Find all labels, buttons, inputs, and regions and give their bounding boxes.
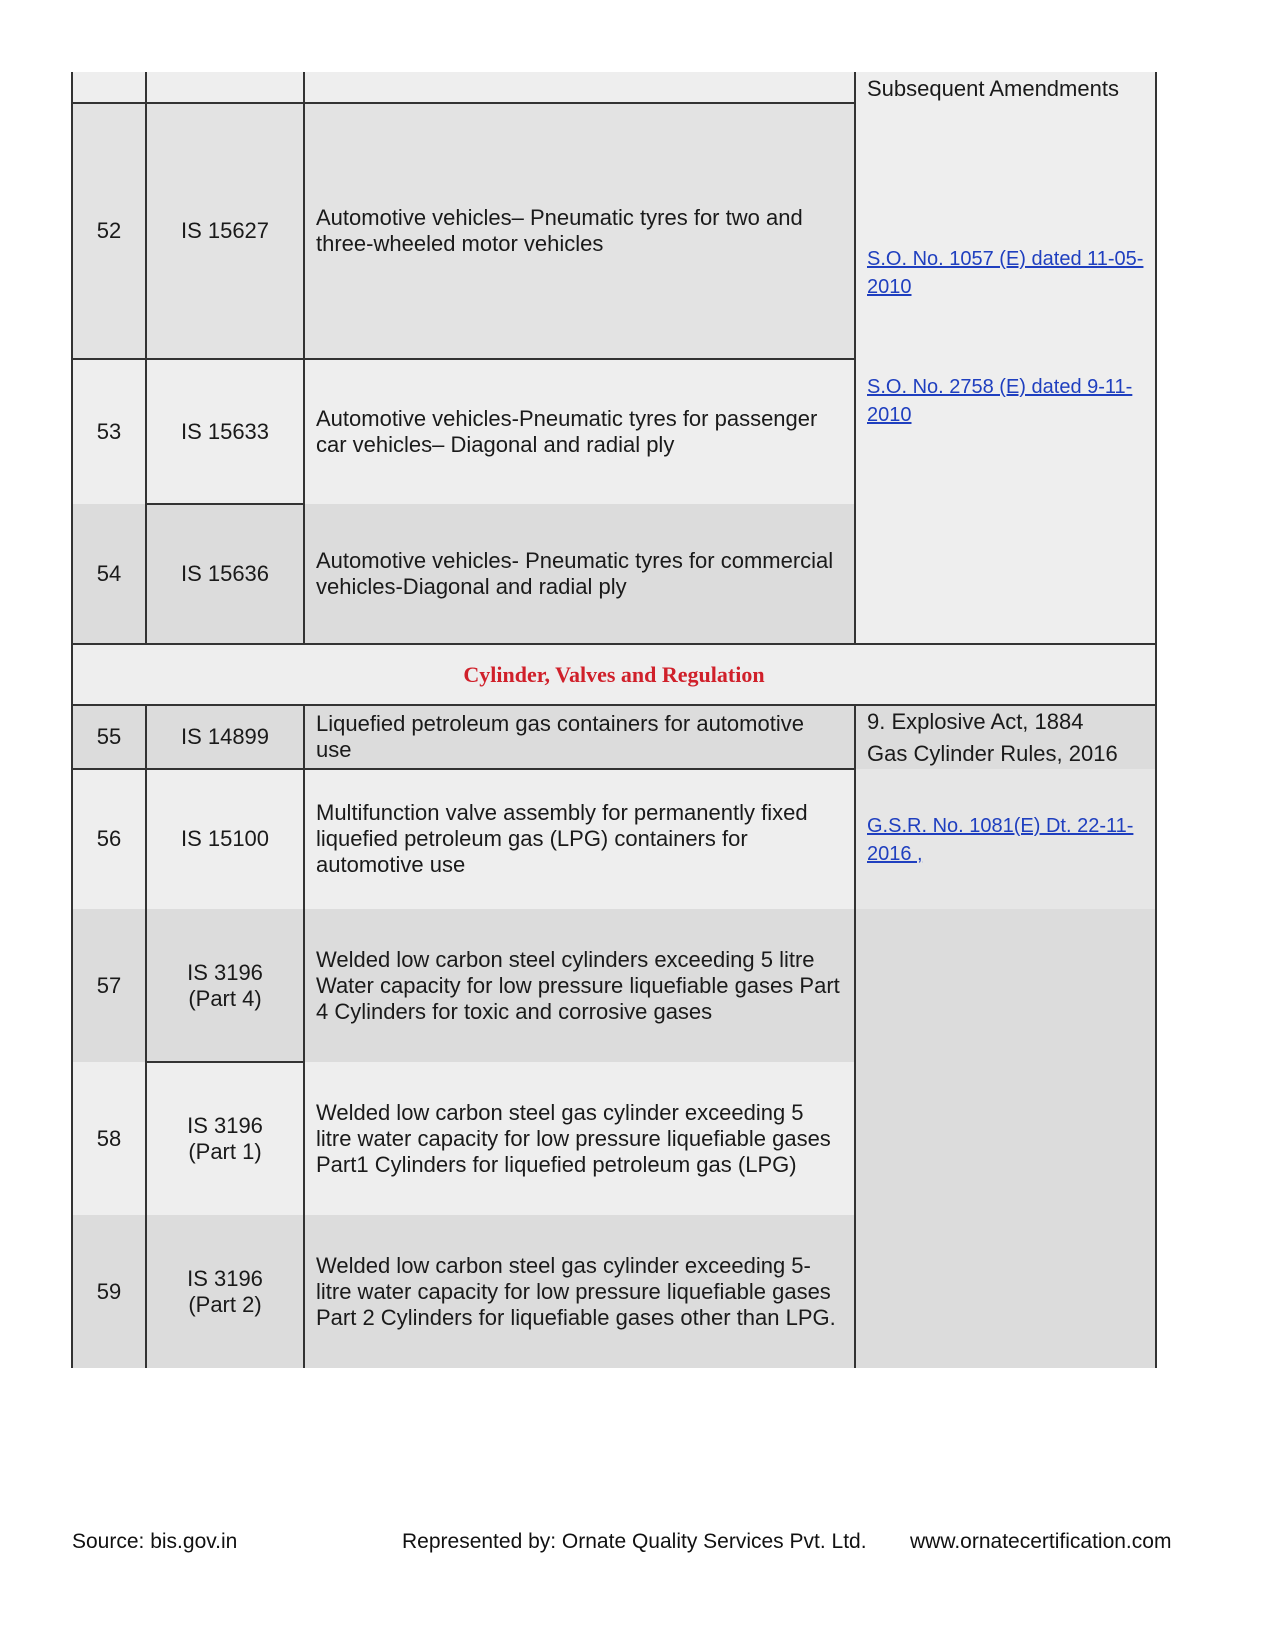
so-2758-link[interactable]: S.O. No. 2758 (E) dated 9-11-2010 — [867, 376, 1133, 426]
grid-line — [71, 72, 73, 1368]
row-52-code: IS 15627 — [146, 103, 304, 359]
row-55-desc: Liquefied petroleum gas containers for automotive use — [304, 705, 855, 769]
row-54-desc: Automotive vehicles- Pneumatic tyres for commercial vehicles-Diagonal and radial ply — [304, 504, 855, 644]
continuation-desc-cell — [304, 72, 855, 103]
subsequent-amendments-label: Subsequent Amendments — [867, 76, 1119, 101]
grid-line — [72, 643, 1157, 645]
row-58-num: 58 — [72, 1062, 146, 1215]
row-56-num: 56 — [72, 769, 146, 909]
row-54-code: IS 15636 — [146, 504, 304, 644]
gas-cylinder-rules-label: Gas Cylinder Rules, 2016 — [867, 741, 1118, 766]
row-57-code: IS 3196 (Part 4) — [146, 909, 304, 1062]
grid-line — [72, 358, 855, 360]
grid-line — [72, 102, 855, 104]
continuation-code-cell — [146, 72, 304, 103]
row-57-desc: Welded low carbon steel cylinders exceeding 5 litre Water capacity for low pressure liquefiable gases Part 4 Cylinders for toxic and corrosive gases — [304, 909, 855, 1062]
reference-cell-cylinder — [855, 705, 1156, 1368]
row-55-num: 55 — [72, 705, 146, 769]
explosive-act-label: 9. Explosive Act, 1884 — [867, 709, 1084, 734]
row-52-num: 52 — [72, 103, 146, 359]
row-56-desc: Multifunction valve assembly for permanently fixed liquefied petroleum gas (LPG) containers for automotive use — [304, 769, 855, 909]
row-53-code: IS 15633 — [146, 359, 304, 504]
so-1057-link[interactable]: S.O. No. 1057 (E) dated 11-05-2010 — [867, 248, 1144, 298]
row-52-desc: Automotive vehicles– Pneumatic tyres for two and three-wheeled motor vehicles — [304, 103, 855, 359]
grid-line — [72, 704, 1157, 706]
row-59-code: IS 3196 (Part 2) — [146, 1215, 304, 1368]
reference-cell-tyres — [855, 72, 1156, 644]
row-58-desc: Welded low carbon steel gas cylinder exceeding 5 litre water capacity for low pressure liquefiable gases Part1 Cylinders for liquefied petroleum gas (LPG) — [304, 1062, 855, 1215]
row-57-num: 57 — [72, 909, 146, 1062]
row-54-num: 54 — [72, 504, 146, 644]
row-53-desc: Automotive vehicles-Pneumatic tyres for passenger car vehicles– Diagonal and radial ply — [304, 359, 855, 504]
row-55-code: IS 14899 — [146, 705, 304, 769]
gsr-1081-link[interactable]: G.S.R. No. 1081(E) Dt. 22-11-2016 , — [867, 815, 1134, 865]
row-53-num: 53 — [72, 359, 146, 504]
footer-website[interactable]: www.ornatecertification.com — [910, 1530, 1172, 1553]
grid-line — [146, 1061, 304, 1063]
row-59-desc: Welded low carbon steel gas cylinder exceeding 5-litre water capacity for low pressure liquefiable gases Part 2 Cylinders for liquefiable gases other than LPG. — [304, 1215, 855, 1368]
footer-source: Source: bis.gov.in — [72, 1530, 238, 1553]
grid-line — [303, 705, 305, 1368]
grid-line — [146, 503, 304, 505]
grid-line — [854, 705, 856, 1368]
continuation-num-cell — [72, 72, 146, 103]
row-58-code: IS 3196 (Part 1) — [146, 1062, 304, 1215]
row-59-num: 59 — [72, 1215, 146, 1368]
row-56-code: IS 15100 — [146, 769, 304, 909]
grid-line — [1155, 72, 1157, 1368]
grid-line — [72, 768, 855, 770]
grid-line — [145, 705, 147, 1368]
section-heading-cylinder: Cylinder, Valves and Regulation — [72, 644, 1156, 705]
footer-represented-by: Represented by: Ornate Quality Services Pvt. Ltd. — [402, 1530, 867, 1553]
